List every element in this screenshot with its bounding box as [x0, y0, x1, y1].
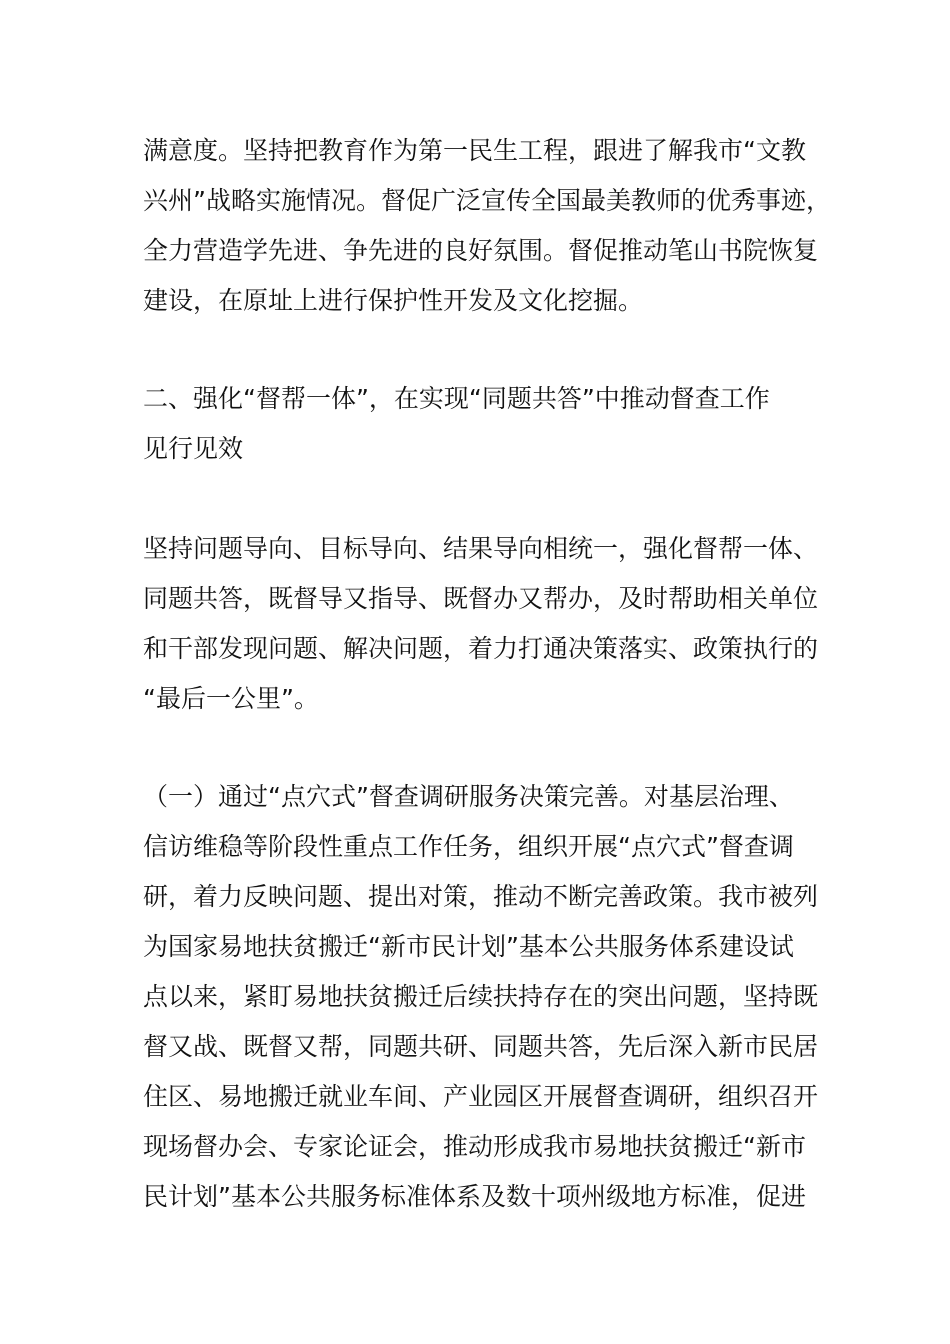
- text-line: 坚持问题导向、目标导向、结果导向相统一，强化督帮一体、: [143, 534, 819, 563]
- text-line: 现场督办会、专家论证会，推动形成我市易地扶贫搬迁“新市: [143, 1132, 806, 1161]
- text-line: 住区、易地搬迁就业车间、产业园区开展督查调研，组织召开: [143, 1082, 819, 1111]
- text-line: 民计划”基本公共服务标准体系及数十项州级地方标准，促进: [143, 1182, 806, 1211]
- text-line: 同题共答，既督导又指导、既督办又帮办，及时帮助相关单位: [143, 584, 819, 613]
- text-line: 兴州”战略实施情况。督促广泛宣传全国最美教师的优秀事迹，: [143, 186, 831, 215]
- text-line: 建设，在原址上进行保护性开发及文化挖掘。: [143, 286, 644, 315]
- text-line: 研，着力反映问题、提出对策，推动不断完善政策。我市被列: [143, 882, 819, 911]
- text-line: 督又战、既督又帮，同题共研、同题共答，先后深入新市民居: [143, 1032, 819, 1061]
- text-line: 点以来，紧盯易地扶贫搬迁后续扶持存在的突出问题，坚持既: [143, 982, 819, 1011]
- text-line: 和干部发现问题、解决问题，着力打通决策落实、政策执行的: [143, 634, 819, 663]
- text-line: 全力营造学先进、争先进的良好氛围。督促推动笔山书院恢复: [143, 236, 819, 265]
- text-line: “最后一公里”。: [143, 684, 319, 713]
- text-line: （一）通过“点穴式”督查调研服务决策完善。对基层治理、: [143, 782, 794, 811]
- text-line: 信访维稳等阶段性重点工作任务，组织开展“点穴式”督查调: [143, 832, 794, 861]
- text-line: 满意度。坚持把教育作为第一民生工程，跟进了解我市“文教: [143, 136, 806, 165]
- text-line: 为国家易地扶贫搬迁“新市民计划”基本公共服务体系建设试: [143, 932, 794, 961]
- heading-line: 二、强化“督帮一体”，在实现“同题共答”中推动督查工作: [143, 384, 770, 413]
- heading-line: 见行见效: [143, 434, 244, 463]
